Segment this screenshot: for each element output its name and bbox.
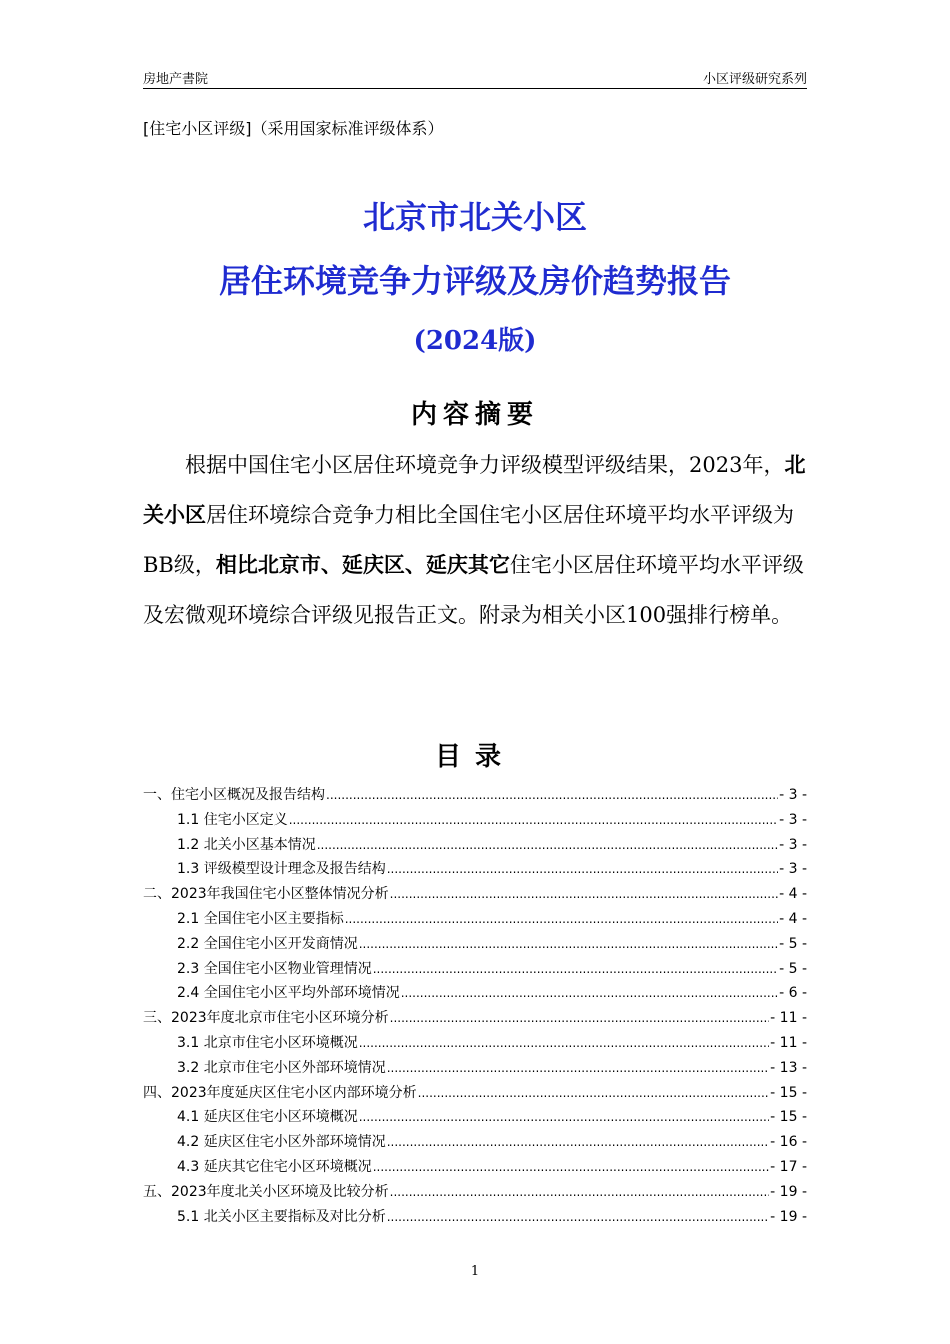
toc-entry[interactable] bbox=[143, 908, 807, 933]
toc-entry-label: 1.3 评级模型设计理念及报告结构 bbox=[177, 861, 386, 878]
toc-leader-dots bbox=[359, 937, 778, 951]
toc-entry[interactable] bbox=[143, 933, 807, 958]
toc-leader-dots bbox=[390, 1011, 770, 1025]
toc-entry-label: 4.2 延庆区住宅小区外部环境情况 bbox=[177, 1134, 386, 1151]
toc-entry-label: 2.3 全国住宅小区物业管理情况 bbox=[177, 960, 372, 977]
toc-entry-page: - 3 - bbox=[779, 787, 807, 803]
toc-entry[interactable] bbox=[143, 1181, 807, 1206]
toc-entry-label: 1.1 住宅小区定义 bbox=[177, 811, 288, 828]
toc-entry-page: - 19 - bbox=[770, 1183, 807, 1200]
toc-leader-dots bbox=[418, 1086, 770, 1100]
toc-leader-dots bbox=[387, 1210, 769, 1224]
toc-leader-dots bbox=[345, 912, 778, 926]
toc-entry-page: - 11 - bbox=[770, 1034, 807, 1051]
toc-entry-label: 4.1 延庆区住宅小区环境概况 bbox=[177, 1109, 358, 1126]
toc-entry[interactable] bbox=[143, 982, 807, 1007]
toc-entry[interactable] bbox=[143, 1007, 807, 1032]
toc-entry-page: - 3 - bbox=[779, 836, 807, 853]
toc-entry-label: 三、2023年度北京市住宅小区环境分析 bbox=[143, 1010, 389, 1027]
toc-leader-dots bbox=[326, 788, 778, 802]
toc-entry-label: 二、2023年我国住宅小区整体情况分析 bbox=[143, 886, 389, 903]
toc-entry-page: - 5 - bbox=[779, 935, 807, 952]
abstract-text-2: 居住环境综合竞争力相比全国住宅小区居住环境平均水平评级为BB级， bbox=[143, 503, 794, 577]
toc-entry-page: - 13 - bbox=[770, 1059, 807, 1076]
toc-entry[interactable] bbox=[143, 1106, 807, 1131]
toc-entry[interactable] bbox=[143, 809, 807, 834]
toc-entry[interactable] bbox=[143, 784, 807, 809]
toc-entry[interactable] bbox=[143, 834, 807, 859]
page-number: 1 bbox=[470, 1264, 480, 1279]
toc-leader-dots bbox=[390, 1185, 770, 1199]
toc-leader-dots bbox=[387, 1061, 769, 1075]
toc-entry-page: - 17 - bbox=[770, 1158, 807, 1175]
toc-entry[interactable] bbox=[143, 1131, 807, 1156]
abstract-bold-1: 北关小区 bbox=[143, 453, 806, 527]
rating-tag: [住宅小区评级]（采用国家标准评级体系） bbox=[143, 119, 444, 138]
toc-entry-page: - 4 - bbox=[779, 886, 807, 903]
toc-entry[interactable] bbox=[143, 1032, 807, 1057]
abstract-body bbox=[143, 440, 807, 640]
toc-entry-label: 4.3 延庆其它住宅小区环境概况 bbox=[177, 1158, 372, 1175]
toc-entry[interactable] bbox=[143, 858, 807, 883]
toc-entry-page: - 3 - bbox=[779, 861, 807, 878]
toc-entry-label: 五、2023年度北关小区环境及比较分析 bbox=[143, 1183, 389, 1200]
toc-entry-page: - 16 - bbox=[770, 1134, 807, 1151]
toc-entry-label: 2.2 全国住宅小区开发商情况 bbox=[177, 935, 358, 952]
toc-entry-page: - 3 - bbox=[779, 811, 807, 828]
toc-entry[interactable] bbox=[143, 958, 807, 983]
abstract-text-3: 住宅小区居住环境平均水平评级及宏微观环境综合评级见报告正文。附录为相关小区100强排行榜单。 bbox=[143, 553, 804, 627]
toc-entry-page: - 15 - bbox=[770, 1109, 807, 1126]
toc-entry-page: - 11 - bbox=[770, 1010, 807, 1027]
toc-entry-page: - 4 - bbox=[779, 910, 807, 927]
toc-entry[interactable] bbox=[143, 1156, 807, 1181]
toc-leader-dots bbox=[387, 1135, 769, 1149]
toc-leader-dots bbox=[359, 1036, 769, 1050]
toc-entry-page: - 19 - bbox=[770, 1208, 807, 1225]
toc-entry-label: 四、2023年度延庆区住宅小区内部环境分析 bbox=[143, 1084, 417, 1101]
abstract-paragraph bbox=[143, 440, 807, 640]
header-series: 小区评级研究系列 bbox=[702, 72, 807, 87]
abstract-heading: 内容摘要 bbox=[410, 400, 539, 430]
toc-entry[interactable] bbox=[143, 1082, 807, 1107]
toc-entry-label: 5.1 北关小区主要指标及对比分析 bbox=[177, 1208, 386, 1225]
title-line-2: 居住环境竞争力评级及房价趋势报告 bbox=[218, 262, 731, 300]
header-publisher: 房地产書院 bbox=[143, 72, 209, 87]
toc-leader-dots bbox=[390, 887, 778, 901]
toc-entry[interactable] bbox=[143, 1206, 807, 1231]
toc-entry[interactable] bbox=[143, 883, 807, 908]
toc-entry-label: 3.2 北京市住宅小区外部环境情况 bbox=[177, 1059, 386, 1076]
toc-leader-dots bbox=[359, 1110, 769, 1124]
toc-leader-dots bbox=[317, 838, 778, 852]
toc-leader-dots bbox=[387, 862, 778, 876]
toc-entry[interactable] bbox=[143, 1057, 807, 1082]
page-header bbox=[143, 66, 807, 89]
table-of-contents bbox=[143, 784, 807, 1230]
toc-entry-page: - 6 - bbox=[779, 985, 807, 1002]
toc-entry-label: 2.1 全国住宅小区主要指标 bbox=[177, 910, 344, 927]
toc-entry-page: - 5 - bbox=[779, 960, 807, 977]
abstract-text-1: 根据中国住宅小区居住环境竞争力评级模型评级结果，2023年， bbox=[185, 453, 785, 477]
toc-entry-label: 2.4 全国住宅小区平均外部环境情况 bbox=[177, 985, 400, 1002]
abstract-bold-2: 相比北京市、延庆区、延庆其它 bbox=[215, 553, 510, 577]
toc-entry-label: 3.1 北京市住宅小区环境概况 bbox=[177, 1034, 358, 1051]
toc-leader-dots bbox=[373, 1160, 769, 1174]
title-edition: (2024版) bbox=[413, 326, 537, 356]
toc-entry-label: 1.2 北关小区基本情况 bbox=[177, 836, 316, 853]
toc-leader-dots bbox=[289, 813, 778, 827]
toc-entry-page: - 15 - bbox=[770, 1084, 807, 1101]
toc-leader-dots bbox=[373, 962, 778, 976]
title-line-1: 北京市北关小区 bbox=[362, 198, 587, 236]
toc-heading: 目录 bbox=[434, 742, 515, 772]
toc-entry-label: 一、住宅小区概况及报告结构 bbox=[143, 787, 325, 803]
toc-leader-dots bbox=[401, 986, 778, 1000]
